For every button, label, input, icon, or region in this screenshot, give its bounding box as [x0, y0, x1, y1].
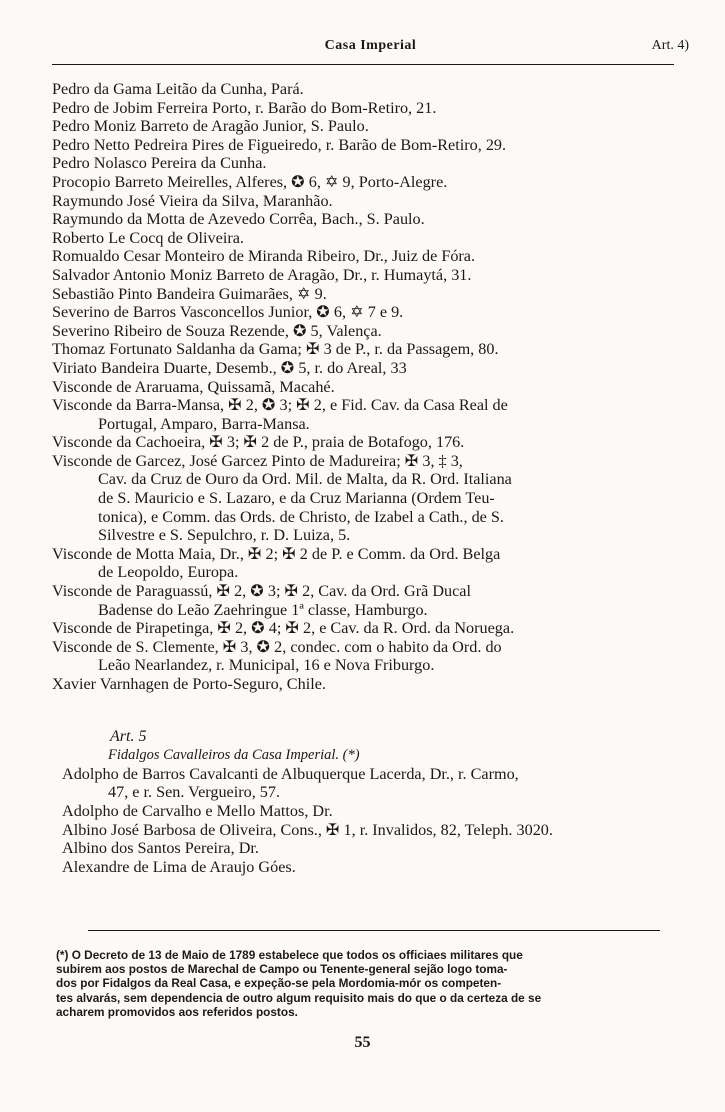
entry — [52, 303, 682, 322]
section-entries — [52, 765, 682, 877]
entry — [52, 173, 682, 192]
entry-line: Albino José Barbosa de Oliveira, Cons., ✠ 1, r. Invalidos, 82, Teleph. 3020. — [62, 820, 553, 839]
entry — [52, 359, 682, 378]
entry-line: Roberto Le Cocq de Oliveira. — [52, 228, 244, 247]
entry-line: Viriato Bandeira Duarte, Desemb., ✪ 5, r. do Areal, 33 — [52, 358, 407, 377]
entry-line: Romualdo Cesar Monteiro de Miranda Ribeiro, Dr., Juiz de Fóra. — [52, 247, 476, 266]
entry — [62, 839, 682, 858]
entry — [52, 117, 682, 136]
entry — [52, 136, 682, 155]
entry-continuation: de Leopoldo, Europa. — [98, 563, 239, 582]
entry-line: Adolpho de Barros Cavalcanti de Albuquerque Lacerda, Dr., r. Carmo, — [62, 764, 519, 783]
entry — [52, 247, 682, 266]
entry — [52, 675, 682, 694]
entry-line: Visconde de Garcez, José Garcez Pinto de Madureira; ✠ 3, ‡ 3, — [52, 451, 463, 470]
entry — [52, 378, 682, 397]
footnote-line: dos por Fidalgos da Real Casa, e expeção-se pela Mordomia-mór os competen- — [56, 976, 502, 991]
entry-line: Pedro da Gama Leitão da Cunha, Pará. — [52, 80, 304, 98]
entry-line: Raymundo da Motta de Azevedo Corrêa, Bach., S. Paulo. — [52, 210, 425, 229]
entry-line: Pedro Nolasco Pereira da Cunha. — [52, 154, 267, 173]
entry — [52, 545, 682, 582]
entry-continuation: Badense do Leão Zaehringue 1ª classe, Hamburgo. — [98, 600, 428, 619]
entry-continuation: de S. Mauricio e S. Lazaro, e da Cruz Marianna (Ordem Teu- — [98, 489, 495, 508]
entry — [52, 192, 682, 211]
entry — [52, 266, 682, 285]
entry — [52, 433, 682, 452]
header-rule — [52, 64, 674, 65]
entry-line: Visconde de Pirapetinga, ✠ 2, ✪ 4; ✠ 2, e Cav. da R. Ord. da Noruega. — [52, 619, 515, 638]
entry-line: Albino dos Santos Pereira, Dr. — [62, 839, 259, 858]
entry-line: Raymundo José Vieira da Silva, Maranhão. — [52, 191, 333, 210]
footnote-rule — [88, 930, 660, 931]
entry-line: Visconde de Paraguassú, ✠ 2, ✪ 3; ✠ 2, Cav. da Ord. Grã Ducal — [52, 582, 471, 601]
entry-continuation: 47, e r. Sen. Vergueiro, 57. — [108, 783, 281, 802]
entry — [52, 638, 682, 675]
entry — [52, 396, 682, 433]
entry-line: Severino Ribeiro de Souza Rezende, ✪ 5, Valença. — [52, 321, 382, 340]
entry — [52, 340, 682, 359]
entry — [52, 582, 682, 619]
entry-line: Thomaz Fortunato Saldanha da Gama; ✠ 3 de P., r. da Passagem, 80. — [52, 340, 499, 359]
entry — [52, 452, 682, 545]
entry-line: Alexandre de Lima de Araujo Góes. — [62, 857, 296, 876]
entry — [62, 802, 682, 821]
entry-line: Adolpho de Carvalho e Mello Mattos, Dr. — [62, 801, 333, 820]
entry — [52, 322, 682, 341]
entry-line: Pedro Moniz Barreto de Aragão Junior, S. Paulo. — [52, 117, 369, 136]
entry — [52, 154, 682, 173]
entry-line: Visconde de Motta Maia, Dr., ✠ 2; ✠ 2 de P. e Comm. da Ord. Belga — [52, 544, 501, 563]
entry — [62, 765, 682, 802]
entry-line: Salvador Antonio Moniz Barreto de Aragão, Dr., r. Humaytá, 31. — [52, 265, 472, 284]
main-entries — [52, 80, 682, 694]
entry — [52, 285, 682, 304]
entry — [62, 821, 682, 840]
entry-line: Visconde de Araruama, Quissamã, Macahé. — [52, 377, 335, 396]
footnote-line: acharem promovidos aos referidos postos. — [56, 1004, 298, 1019]
page-title: Casa Imperial — [324, 38, 417, 53]
entry-line: Xavier Varnhagen de Porto-Seguro, Chile. — [52, 675, 326, 693]
entry-line: Severino de Barros Vasconcellos Junior, ✪ 6, ✡ 7 e 9. — [52, 303, 404, 322]
entry-continuation: tonica), e Comm. das Ords. de Christo, de Izabel a Cath., de S. — [98, 507, 504, 526]
footnote-line: (*) O Decreto de 13 de Maio de 1789 estabelece que todos os officiaes militares que — [56, 948, 523, 962]
entry — [52, 210, 682, 229]
entry — [62, 858, 682, 877]
page-number: 55 — [354, 1034, 371, 1051]
entry-line: Sebastião Pinto Bandeira Guimarães, ✡ 9. — [52, 284, 327, 303]
footnote-line: subirem aos postos de Marechal de Campo ou Tenente-general sejão logo toma- — [56, 962, 508, 977]
article-reference: Art. 4) — [651, 38, 689, 53]
entry-continuation: Cav. da Cruz de Ouro da Ord. Mil. de Malta, da R. Ord. Italiana — [98, 470, 512, 489]
article-heading: Art. 5 — [110, 727, 147, 745]
entry-continuation: Portugal, Amparo, Barra-Mansa. — [98, 414, 310, 433]
footnote-line: tes alvarás, sem dependencia de outro algum requisito mais do que o da certeza de se — [56, 990, 542, 1005]
entry-line: Visconde de S. Clemente, ✠ 3, ✪ 2, condec. com o habito da Ord. do — [52, 637, 502, 656]
entry-line: Pedro de Jobim Ferreira Porto, r. Barão do Bom-Retiro, 21. — [52, 98, 437, 117]
footnote — [56, 948, 696, 1019]
entry-line: Pedro Netto Pedreira Pires de Figueiredo, r. Barão de Bom-Retiro, 29. — [52, 135, 507, 154]
running-header — [52, 38, 689, 62]
entry — [52, 80, 682, 99]
entry-line: Visconde da Barra-Mansa, ✠ 2, ✪ 3; ✠ 2, e Fid. Cav. da Casa Real de — [52, 396, 508, 415]
entry — [52, 229, 682, 248]
entry — [52, 99, 682, 118]
entry-continuation: Leão Nearlandez, r. Municipal, 16 e Nova Friburgo. — [98, 656, 435, 675]
entry — [52, 619, 682, 638]
entry-line: Procopio Barreto Meirelles, Alferes, ✪ 6, ✡ 9, Porto-Alegre. — [52, 172, 448, 191]
entry-list — [52, 80, 682, 876]
section-title: Fidalgos Cavalleiros da Casa Imperial. (*) — [108, 747, 360, 764]
entry-continuation: Silvestre e S. Sepulchro, r. D. Luiza, 5. — [98, 526, 351, 545]
entry-line: Visconde da Cachoeira, ✠ 3; ✠ 2 de P., praia de Botafogo, 176. — [52, 433, 465, 452]
